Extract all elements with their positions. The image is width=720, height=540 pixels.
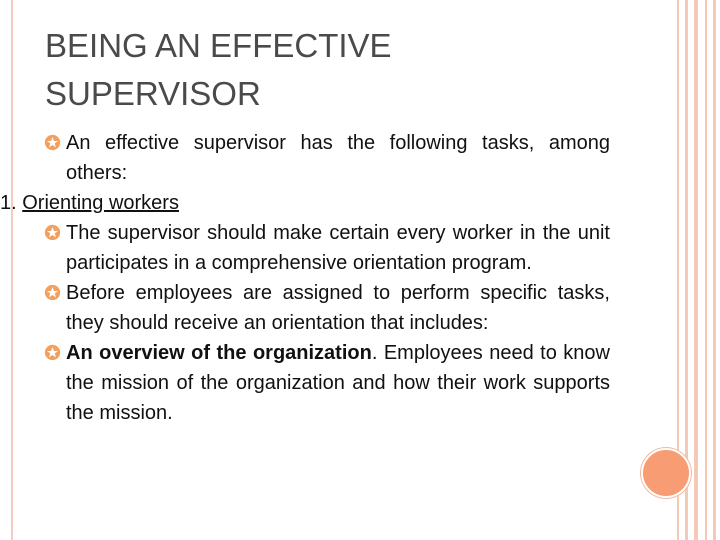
star-bullet-icon bbox=[44, 344, 61, 361]
bullet-bold-lead: An overview of the organization bbox=[66, 342, 372, 364]
bullet-item bbox=[44, 338, 610, 428]
accent-circle bbox=[641, 448, 691, 498]
star-bullet-icon bbox=[44, 284, 61, 301]
bullet-item bbox=[44, 128, 610, 188]
numbered-heading: Orienting workers bbox=[22, 192, 179, 214]
numbered-item bbox=[0, 188, 566, 218]
bullet-text: The supervisor should make certain every worker in the unit participates in a comprehensive orientation program. bbox=[66, 222, 610, 274]
bullet-item bbox=[44, 218, 610, 278]
star-bullet-icon bbox=[44, 224, 61, 241]
left-frame-line bbox=[11, 0, 13, 540]
item-number: 1. bbox=[0, 192, 17, 214]
bullet-item bbox=[44, 278, 610, 338]
star-bullet-icon bbox=[44, 134, 61, 151]
slide-body bbox=[0, 128, 610, 428]
bullet-text: An effective supervisor has the following tasks, among others: bbox=[66, 132, 610, 184]
bullet-text: Before employees are assigned to perform specific tasks, they should receive an orientation that includes: bbox=[66, 282, 610, 334]
bullet-text: . Employees need to know the mission of the organization and how their work supports the mission. bbox=[66, 342, 610, 424]
slide-title: BEING AN EFFECTIVE SUPERVISOR bbox=[45, 27, 392, 112]
